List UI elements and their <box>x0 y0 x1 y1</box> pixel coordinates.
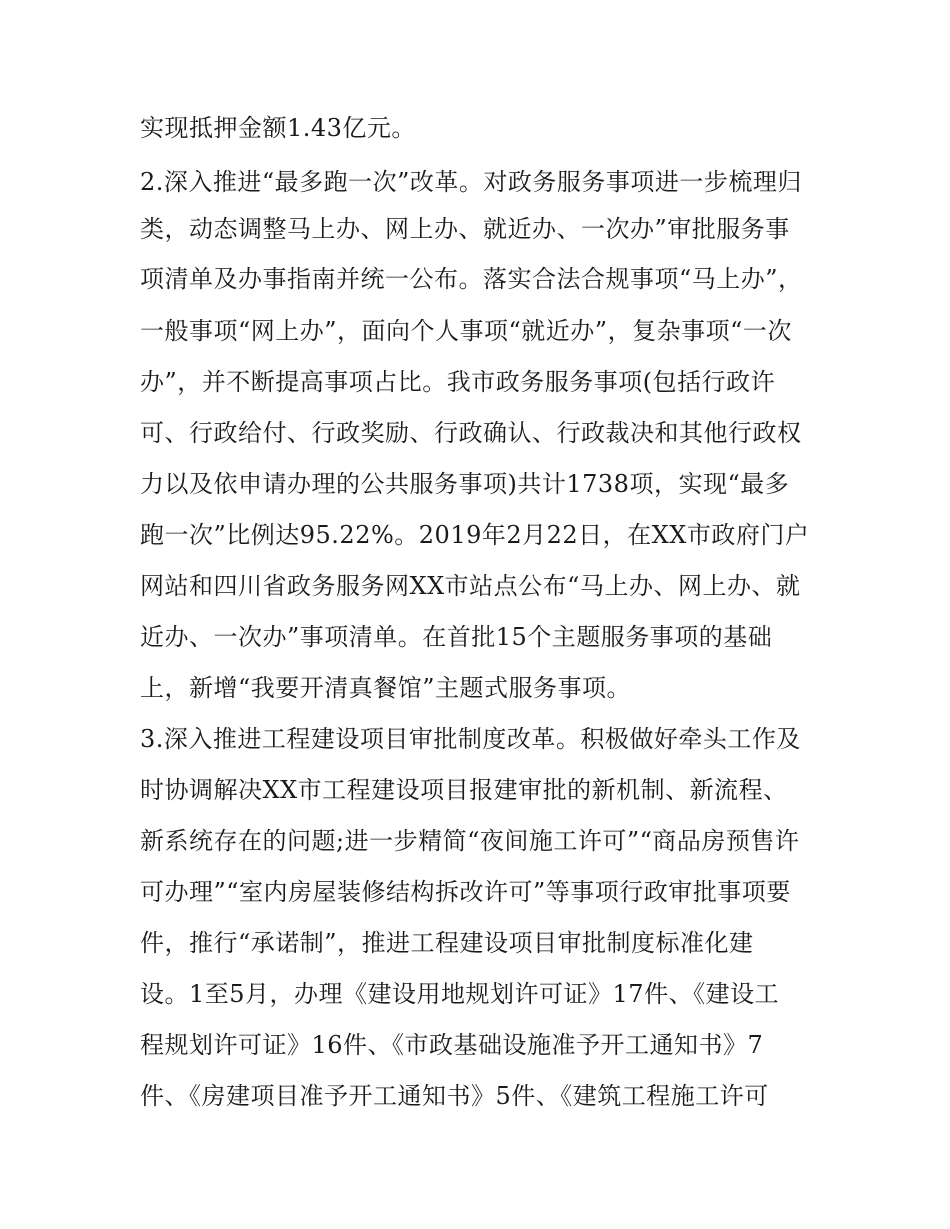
text-line: 3.深入推进工程建设项目审批制度改革。积极做好牵头工作及 <box>140 725 801 753</box>
text-line: 可、行政给付、行政奖励、行政确认、行政裁决和其他行政权 <box>140 419 802 447</box>
text-line: 类，动态调整马上办、网上办、就近办、一次办”审批服务事 <box>140 215 790 243</box>
text-line: 网站和四川省政务服务网XX市站点公布“马上办、网上办、就 <box>140 572 801 600</box>
text-line: 可办理”“室内房屋装修结构拆改许可”等事项行政审批事项要 <box>140 878 791 906</box>
text-line: 近办、一次办”事项清单。在首批15个主题服务事项的基础 <box>140 623 773 651</box>
text-line: 时协调解决XX市工程建设项目报建审批的新机制、新流程、 <box>140 776 788 804</box>
text-line: 设。1至5月，办理《建设用地规划许可证》17件、《建设工 <box>140 980 780 1008</box>
text-line: 力以及依申请办理的公共服务事项)共计1738项，实现“最多 <box>140 470 790 498</box>
text-line: 跑一次”比例达95.22%。2019年2月22日，在XX市政府门户 <box>140 521 810 549</box>
text-line: 件、《房建项目准予开工通知书》5件、《建筑工程施工许可 <box>140 1082 769 1110</box>
text-line: 新系统存在的问题;进一步精简“夜间施工许可”“商品房预售许 <box>140 827 800 855</box>
text-line: 实现抵押金额1.43亿元。 <box>140 114 416 142</box>
text-line: 上，新增“我要开清真餐馆”主题式服务事项。 <box>140 674 632 702</box>
text-line: 件，推行“承诺制”，推进工程建设项目审批制度标准化建 <box>140 929 754 957</box>
text-line: 办”，并不断提高事项占比。我市政务服务事项(包括行政许 <box>140 368 776 396</box>
text-line: 一般事项“网上办”，面向个人事项“就近办”，复杂事项“一次 <box>140 317 792 345</box>
text-line: 程规划许可证》16件、《市政基础设施准予开工通知书》7 <box>140 1031 764 1059</box>
text-line: 项清单及办事指南并统一公布。落实合法合规事项“马上办”， <box>140 265 803 293</box>
text-line: 2.深入推进“最多跑一次”改革。对政务服务事项进一步梳理归 <box>140 168 802 196</box>
